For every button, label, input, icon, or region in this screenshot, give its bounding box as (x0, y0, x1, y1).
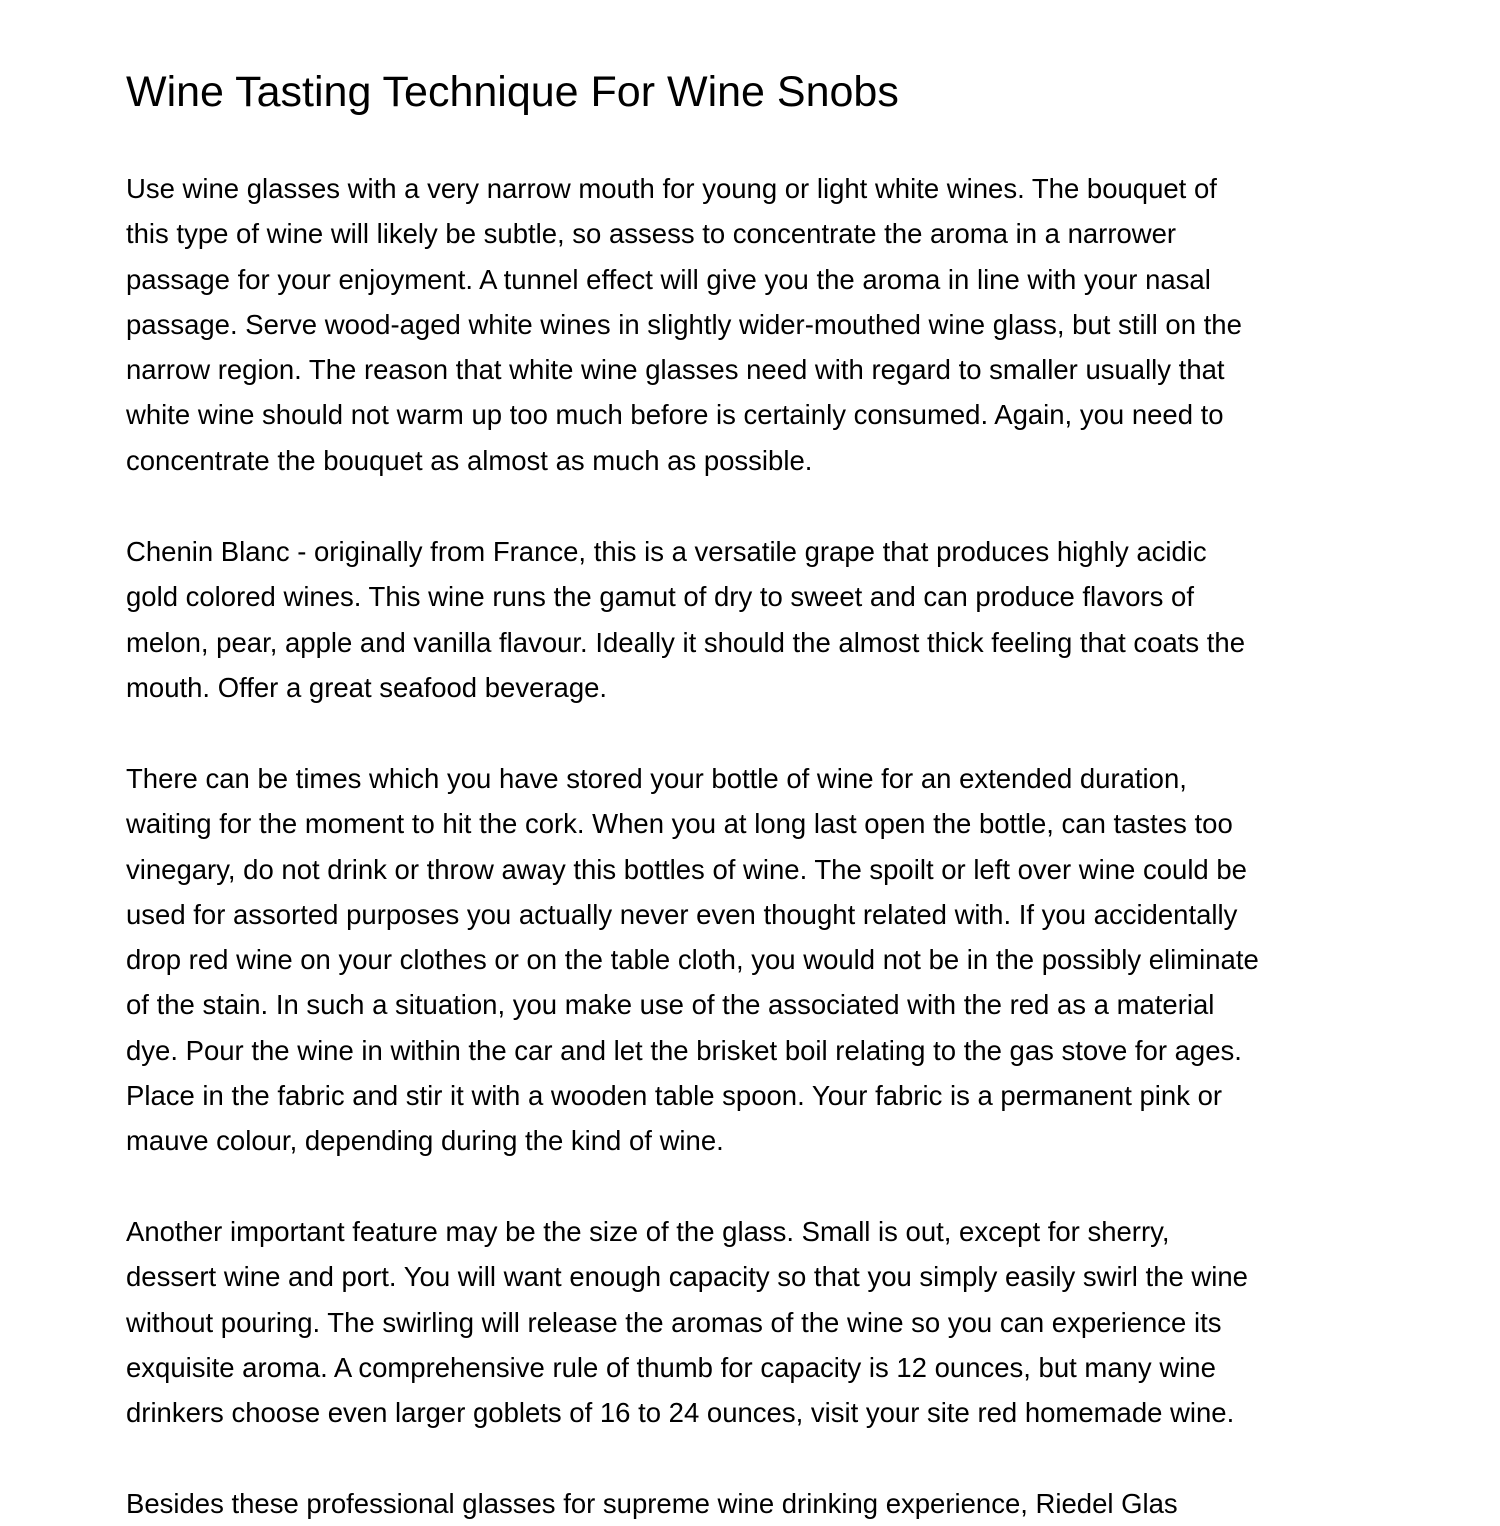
paragraph-line: waiting for the moment to hit the cork. When you at long last open the bottle, can tastes too (126, 808, 1233, 840)
paragraph-line: white wine should not warm up too much before is certainly consumed. Again, you need to (126, 399, 1224, 431)
document-title: Wine Tasting Technique For Wine Snobs (126, 68, 899, 116)
paragraph-line: drop red wine on your clothes or on the table cloth, you would not be in the possibly eliminate (126, 944, 1259, 976)
paragraph-line: of the stain. In such a situation, you make use of the associated with the red as a material (126, 989, 1215, 1021)
paragraph-line: Besides these professional glasses for supreme wine drinking experience, Riedel Glas (126, 1488, 1178, 1519)
paragraph-line: used for assorted purposes you actually never even thought related with. If you accidentally (126, 898, 1238, 930)
paragraph-line: Place in the fabric and stir it with a wooden table spoon. Your fabric is a permanent pink or (126, 1080, 1223, 1112)
paragraph-line: vinegary, do not drink or throw away this bottles of wine. The spoilt or left over wine could be (126, 853, 1247, 885)
paragraph-line: mauve colour, depending during the kind of wine. (126, 1125, 724, 1157)
paragraph-line: dessert wine and port. You will want enough capacity so that you simply easily swirl the wine (126, 1261, 1248, 1293)
paragraph-line: Another important feature may be the size of the glass. Small is out, except for sherry, (126, 1216, 1170, 1247)
paragraph-line: narrow region. The reason that white wine glasses need with regard to smaller usually that (126, 354, 1225, 386)
paragraph-line: There can be times which you have stored your bottle of wine for an extended duration, (126, 763, 1187, 794)
paragraph-stored-wine (126, 756, 1376, 1164)
paragraph-line: melon, pear, apple and vanilla flavour. Ideally it should the almost thick feeling that coats the (126, 626, 1246, 658)
paragraph-line: drinkers choose even larger goblets of 16 to 24 ounces, visit your site red homemade wine. (126, 1397, 1235, 1429)
paragraph-glass-size (126, 1209, 1376, 1435)
paragraph-chenin-blanc (126, 529, 1376, 710)
paragraph-line: without pouring. The swirling will release the aromas of the wine so you can experience its (126, 1306, 1222, 1338)
paragraph-line: passage for your enjoyment. A tunnel effect will give you the aroma in line with your nasal (126, 263, 1211, 295)
paragraph-line: exquisite aroma. A comprehensive rule of thumb for capacity is 12 ounces, but many wine (126, 1351, 1216, 1383)
paragraph-wine-glasses (126, 166, 1376, 483)
paragraph-line: gold colored wines. This wine runs the gamut of dry to sweet and can produce flavors of (126, 581, 1194, 613)
paragraph-riedel-glass (126, 1481, 1376, 1526)
paragraph-line: dye. Pour the wine in within the car and let the brisket boil relating to the gas stove for ages. (126, 1034, 1242, 1066)
paragraph-line: Use wine glasses with a very narrow mouth for young or light white wines. The bouquet of (126, 173, 1217, 204)
paragraph-line: this type of wine will likely be subtle, so assess to concentrate the aroma in a narrower (126, 218, 1177, 250)
paragraph-line: Chenin Blanc - originally from France, this is a versatile grape that produces highly acidic (126, 536, 1207, 567)
paragraph-line: concentrate the bouquet as almost as much as possible. (126, 444, 813, 476)
paragraph-line: mouth. Offer a great seafood beverage. (126, 671, 608, 703)
paragraph-line: passage. Serve wood-aged white wines in slightly wider-mouthed wine glass, but still on the (126, 308, 1242, 340)
